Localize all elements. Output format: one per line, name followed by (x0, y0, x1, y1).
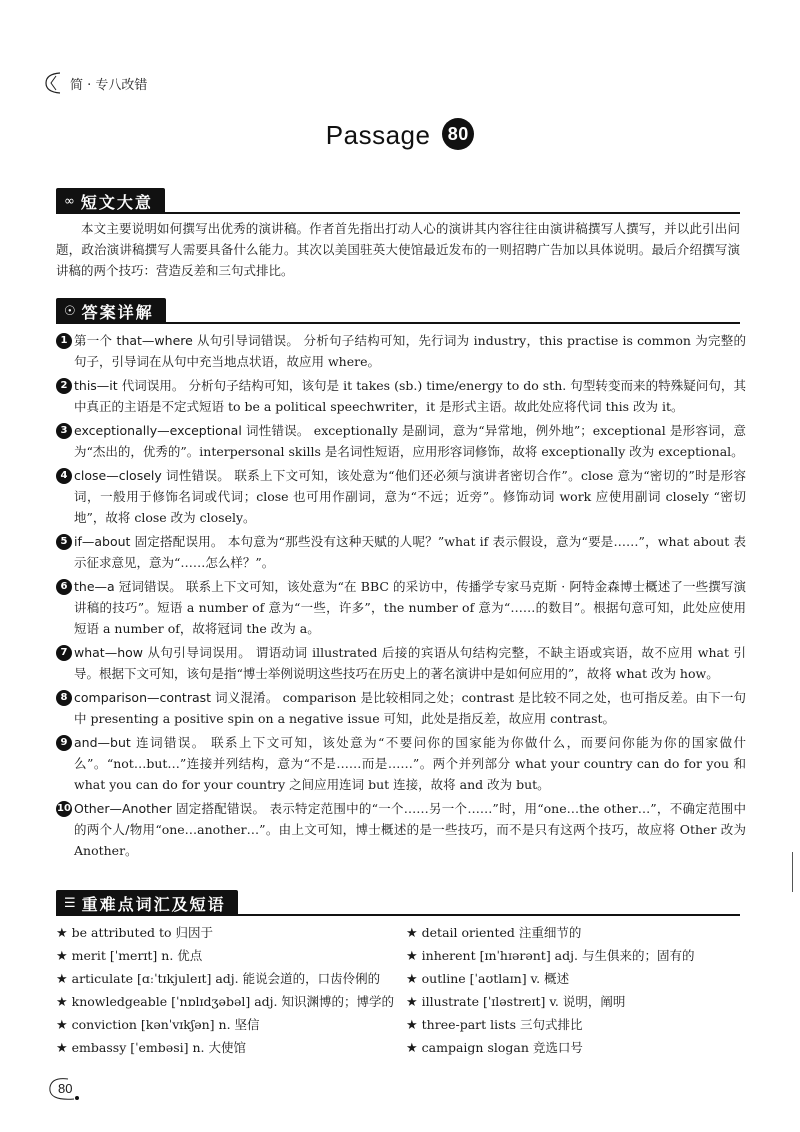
answer-heading: what—how 从句引导词误用。 (74, 645, 252, 660)
answer-item (56, 576, 746, 639)
answer-item (56, 420, 746, 462)
answer-explanation: 联系上下文可知，该处意为“在 BBC 的采访中，传播学专家马克斯 · 阿特金森博士概述了一些撰写演讲稿的技巧”。短语 a number of 意为“一些，许多”，the number of 意为“……的数目”。根据句意可知，此处应使用短语 a number of，故将冠词 the 改为 a。 (74, 579, 746, 636)
answer-item (56, 687, 746, 729)
answer-explanation: 联系上下文可知，该处意为“他们还必须与演讲者密切合作”。close 意为“密切的”时是形容词，一般用于修饰名词或代词；close 也可用作副词，意为“不远；近旁”。修饰动词 work 应使用副词 closely “密切地”，故将 close 改为 closely。 (74, 468, 746, 525)
vocabulary-heading-tag (56, 890, 238, 916)
vocab-entry: merit [ˈmerɪt] n. 优点 (71, 948, 203, 963)
summary-divider (56, 212, 740, 214)
answer-number: 1 (56, 333, 72, 349)
running-header (40, 70, 147, 96)
vocab-entry: campaign slogan 竞选口号 (421, 1040, 583, 1055)
star-icon: ★ (56, 926, 68, 941)
summary-section-header (56, 186, 740, 214)
magnifier-icon: ☉ (64, 303, 76, 319)
summary-heading-tag (56, 188, 165, 214)
vocab-entry: embassy [ˈembəsi] n. 大使馆 (71, 1040, 246, 1055)
vocab-item (406, 1037, 746, 1060)
vocab-item (406, 991, 746, 1014)
answer-explanation: 表示特定范围中的“一个……另一个……”时，用“one…the other…”，不确定范围中的两个人/物用“one…another…”。由上文可知，博士概述的是一些技巧，而不是只有这两个技巧，故应将 Other 改为 Another。 (74, 801, 746, 858)
answers-divider (56, 322, 740, 324)
star-icon: ★ (406, 972, 418, 987)
passage-title (0, 120, 800, 153)
bracket-swirl-icon (40, 70, 66, 96)
answer-number: 8 (56, 690, 72, 706)
answer-heading: 第一个 that—where 从句引导词错误。 (74, 333, 300, 348)
answer-number: 10 (56, 801, 72, 817)
answer-item (56, 732, 746, 795)
answer-number: 9 (56, 735, 72, 751)
answer-item (56, 642, 746, 684)
vocab-entry: inherent [ɪnˈhɪərənt] adj. 与生俱来的；固有的 (421, 948, 695, 963)
vocab-entry: knowledgeable [ˈnɒlɪdʒəbəl] adj. 知识渊博的；博学的 (71, 994, 394, 1009)
answer-number: 3 (56, 423, 72, 439)
vocab-item (406, 922, 746, 945)
answer-explanation: 本句意为“那些没有这种天赋的人呢？”what if 表示假设，意为“要是……”，what about 表示征求意见，意为“……怎么样？”。 (74, 534, 746, 570)
star-icon: ★ (406, 995, 418, 1010)
page-number (44, 1075, 82, 1103)
answer-number: 4 (56, 468, 72, 484)
answer-heading: this—it 代词误用。 (74, 378, 185, 393)
vocab-entry: three-part lists 三句式排比 (421, 1017, 583, 1032)
vocab-item (56, 945, 396, 968)
answer-heading: close—closely 词性错误。 (74, 468, 231, 483)
vocab-item (406, 945, 746, 968)
star-icon: ★ (56, 972, 68, 987)
answer-number: 7 (56, 645, 72, 661)
answer-item (56, 798, 746, 861)
vocab-item (56, 922, 396, 945)
star-icon: ★ (406, 1018, 418, 1033)
vocabulary-list-left (56, 922, 396, 1060)
vocabulary-heading: 重难点词汇及短语 (81, 894, 226, 914)
star-icon: ★ (56, 949, 68, 964)
summary-heading: 短文大意 (80, 192, 153, 212)
vocab-item (56, 1014, 396, 1037)
answer-explanation: exceptionally 是副词，意为“异常地，例外地”；exceptional 是形容词，意为“杰出的，优秀的”。interpersonal skills 是名词性短语，应用形容词修饰，故将 exceptionally 改为 exceptional。 (74, 423, 746, 459)
star-icon: ★ (406, 926, 418, 941)
answer-explanation: 谓语动词 illustrated 后接的宾语从句结构完整，不缺主语或宾语，故不应用 what 引导。根据下文可知，该句是指“博士举例说明这些技巧在历史上的著名演讲中是如何应用的”，故将 what 改为 how。 (74, 645, 746, 681)
answer-heading: and—but 连词错误。 (74, 735, 206, 750)
answer-explanation: 分析句子结构可知，该句是 it takes (sb.) time/energy to do sth. 句型转变而来的特殊疑问句，其中真正的主语是不定式短语 to be a political speechwriter，it 是形式主语。故此处应将代词 this 改为 it。 (74, 378, 746, 414)
page-number-text: 80 (58, 1081, 73, 1096)
answer-explanation: 分析句子结构可知，先行词为 industry，this practise is common 为完整的句子，引导词在从句中充当地点状语，故应用 where。 (74, 333, 746, 369)
vocab-entry: conviction [kənˈvɪkʃən] n. 坚信 (71, 1017, 260, 1032)
answer-list (56, 330, 746, 864)
list-icon: ☰ (64, 895, 76, 911)
vocab-entry: detail oriented 注重细节的 (421, 925, 582, 940)
vocab-entry: be attributed to 归因于 (71, 925, 213, 940)
passage-number-badge: 80 (442, 118, 474, 150)
answers-heading: 答案详解 (81, 302, 154, 322)
link-icon: ∞ (64, 193, 75, 209)
answer-item (56, 375, 746, 417)
answer-item (56, 330, 746, 372)
star-icon: ★ (56, 1041, 68, 1056)
vocab-entry: outline [ˈaʊtlaɪn] v. 概述 (421, 971, 570, 986)
star-icon: ★ (406, 949, 418, 964)
vocabulary-list-right (406, 922, 746, 1060)
summary-paragraph: 本文主要说明如何撰写出优秀的演讲稿。作者首先指出打动人心的演讲其内容往往由演讲稿撰写人撰写，并以此引出问题，政治演讲稿撰写人需要具备什么能力。其次以美国驻英大使馆最近发布的一则招聘广告加以具体说明。最后介绍撰写演讲稿的两个技巧：营造反差和三句式排比。 (56, 221, 740, 278)
vocab-item (56, 1037, 396, 1060)
vocab-entry: articulate [ɑːˈtɪkjuleɪt] adj. 能说会道的，口齿伶俐的 (71, 971, 381, 986)
passage-title-text: Passage (325, 120, 431, 150)
answer-item (56, 531, 746, 573)
star-icon: ★ (56, 1018, 68, 1033)
answer-heading: if—about 固定搭配误用。 (74, 534, 224, 549)
header-label: 简 · 专八改错 (70, 77, 148, 93)
vocab-item (56, 968, 396, 991)
star-icon: ★ (56, 995, 68, 1010)
answer-heading: Other—Another 固定搭配错误。 (74, 801, 266, 816)
answer-number: 5 (56, 534, 72, 550)
answer-explanation: comparison 是比较相同之处；contrast 是比较不同之处，也可指反差。由下一句中 presenting a positive spin on a negative issue 可知，此处是指反差，故应用 contrast。 (74, 690, 746, 726)
answer-heading: comparison—contrast 词义混淆。 (74, 690, 279, 705)
vocab-entry: illustrate [ˈɪləstreɪt] v. 说明，阐明 (421, 994, 626, 1009)
margin-mark (792, 852, 793, 892)
star-icon: ★ (406, 1041, 418, 1056)
answer-explanation: 联系上下文可知，该处意为“不要问你的国家能为你做什么，而要问你能为你的国家做什么”。“not…but…”连接并列结构，意为“不是……而是……”。两个并列部分 what your country can do for you 和 what you can do for your country 之间应用连词 but 连接，故将 and 改为 but。 (74, 735, 746, 792)
vocabulary-section-header (56, 888, 740, 916)
vocabulary-divider (56, 914, 740, 916)
vocab-item (406, 1014, 746, 1037)
vocab-item (406, 968, 746, 991)
answers-heading-tag (56, 298, 166, 324)
vocab-item (56, 991, 396, 1014)
answer-heading: the—a 冠词错误。 (74, 579, 182, 594)
answer-number: 6 (56, 579, 72, 595)
answer-number: 2 (56, 378, 72, 394)
answer-item (56, 465, 746, 528)
answer-heading: exceptionally—exceptional 词性错误。 (74, 423, 310, 438)
answers-section-header (56, 296, 740, 324)
